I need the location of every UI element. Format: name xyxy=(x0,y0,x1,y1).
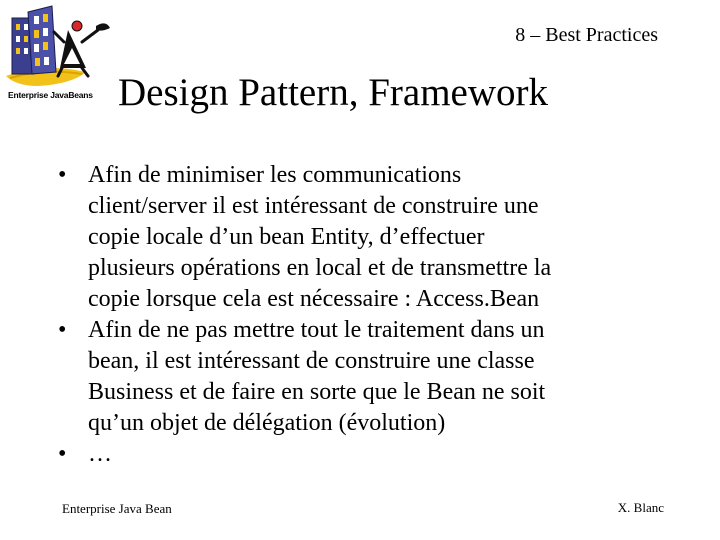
bullet-line: bean, il est intéressant de construire une classe xyxy=(88,348,535,374)
bullet-line: copie lorsque cela est nécessaire : Access.Bean xyxy=(88,286,540,312)
slide-title: Design Pattern, Framework xyxy=(118,71,548,114)
logo-caption: Enterprise JavaBeans xyxy=(8,90,93,100)
footer-left-text: Enterprise Java Bean xyxy=(62,501,172,516)
logo-graphic xyxy=(2,2,114,90)
bullet-item xyxy=(58,315,658,439)
footer-author: X. Blanc xyxy=(617,500,664,515)
bullet-marker: • xyxy=(58,441,67,467)
bullet-marker: • xyxy=(58,162,67,188)
bullet-line: client/server il est intéressant de construire une xyxy=(88,193,539,219)
bullet-line: copie locale d’un bean Entity, d’effectuer xyxy=(88,224,485,250)
section-label: 8 – Best Practices xyxy=(515,24,658,46)
bullet-line: Business et de faire en sorte que le Bean ne soit xyxy=(88,379,546,405)
bullet-list xyxy=(58,160,658,470)
bullet-line: Afin de ne pas mettre tout le traitement dans un xyxy=(88,317,545,343)
bullet-line: plusieurs opérations en local et de transmettre la xyxy=(88,255,552,281)
bullet-line: … xyxy=(88,441,112,467)
bullet-line: Afin de minimiser les communications xyxy=(88,162,462,188)
bullet-item xyxy=(58,160,658,315)
bullet-line: qu’un objet de délégation (évolution) xyxy=(88,410,446,436)
bullet-marker: • xyxy=(58,317,67,343)
enterprise-javabeans-logo xyxy=(2,2,114,104)
bullet-item xyxy=(58,439,658,470)
